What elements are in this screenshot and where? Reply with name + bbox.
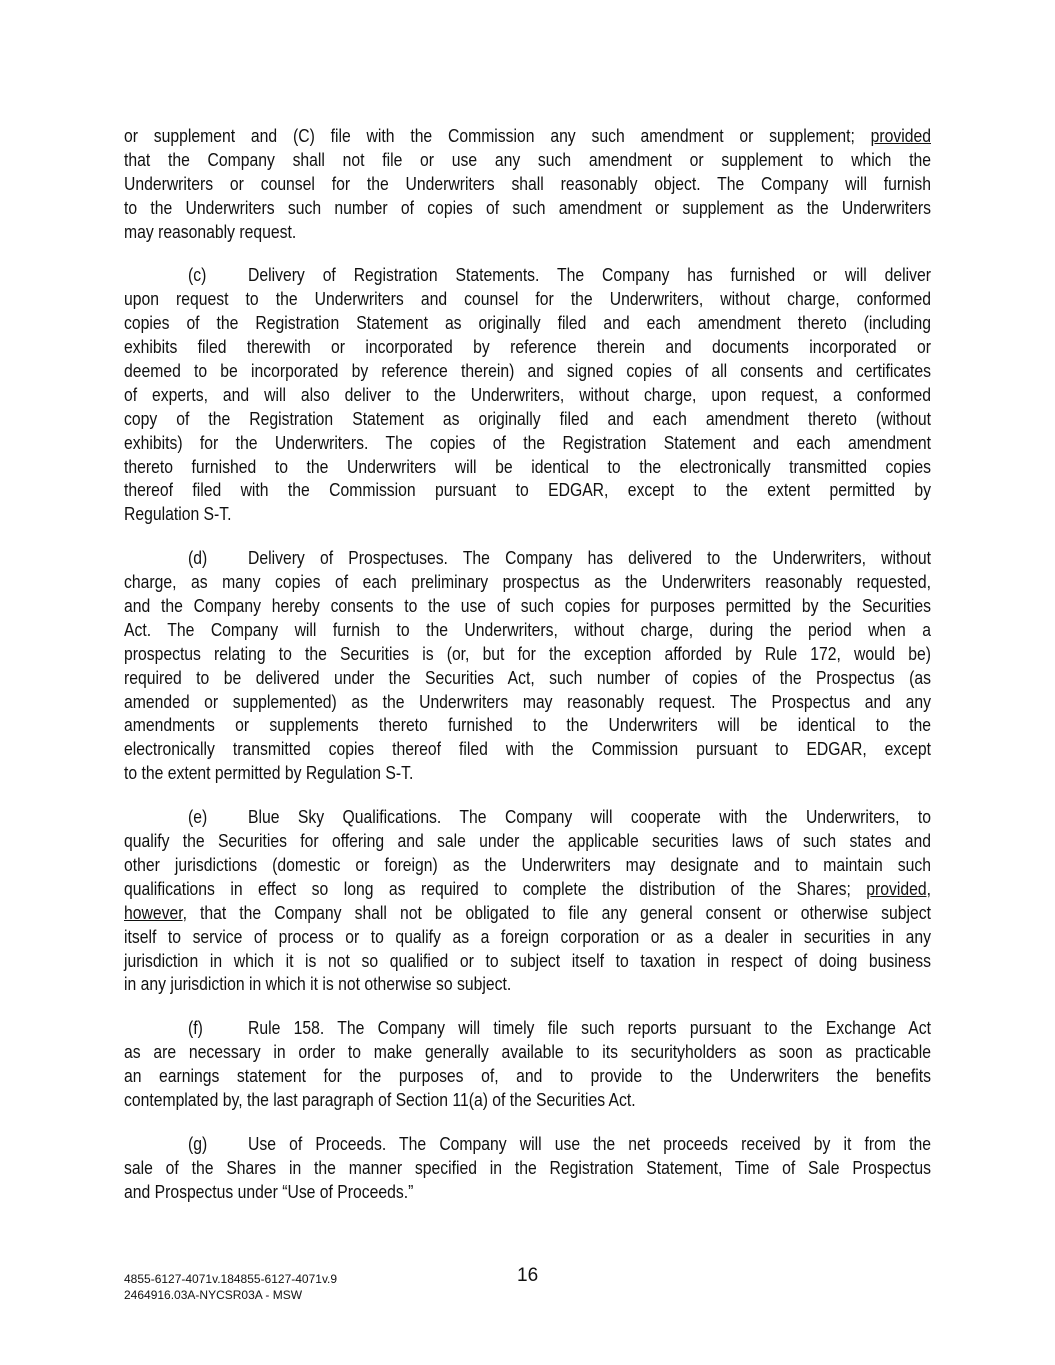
text-segment: Regulation S-T.: [124, 503, 232, 525]
text-segment: or supplement and (C) file with the Commission any such amendment or supplement;: [124, 125, 871, 146]
text-line: [124, 829, 931, 853]
text-segment: may reasonably request.: [124, 220, 297, 242]
underlined-term: however: [124, 901, 183, 923]
text-line: [124, 901, 931, 925]
text-line: [124, 478, 931, 502]
text-line: [124, 761, 931, 785]
text-line: [124, 383, 931, 407]
text-segment: upon request to the Underwriters and counsel for the Underwriters, without charge, conformed: [124, 288, 931, 310]
text-line: [124, 949, 931, 973]
page-number: 16: [517, 1265, 539, 1286]
text-segment: Blue Sky Qualifications. The Company will cooperate with the Underwriters, to: [248, 806, 931, 828]
text-line: [124, 618, 931, 642]
text-segment: Act. The Company will furnish to the Underwriters, without charge, during the period when a: [124, 618, 931, 640]
text-line: [124, 877, 931, 901]
text-line: [124, 124, 931, 148]
text-line: [124, 311, 931, 335]
text-segment: jurisdiction in which it is not so qualified or to subject itself to taxation in respect of doing business: [124, 949, 931, 971]
footer-document-id: [124, 1271, 337, 1303]
text-line: [124, 287, 931, 311]
text-segment: that the Company shall not file or use any such amendment or supplement to which the: [124, 148, 931, 170]
text-segment: Delivery of Prospectuses. The Company has delivered to the Underwriters, without: [248, 547, 931, 569]
text-segment: Delivery of Registration Statements. The Company has furnished or will deliver: [248, 264, 931, 286]
text-line: [124, 502, 931, 526]
text-line: [124, 1088, 931, 1112]
text-segment: to the Underwriters such number of copies of such amendment or supplement as the Underwriters: [124, 196, 931, 218]
underlined-term: provided,: [866, 877, 931, 899]
footer-doc-id-line1: 4855-6127-4071v.184855-6127-4071v.9: [124, 1272, 338, 1286]
paragraph-continued: [124, 124, 931, 243]
text-segment: qualify the Securities for offering and sale under the applicable securities laws of such states and: [124, 830, 931, 852]
text-line: [124, 172, 931, 196]
text-segment: required to be delivered under the Securities Act, such number of copies of the Prospectus (as: [124, 666, 931, 688]
text-line: [124, 263, 931, 287]
text-segment: contemplated by, the last paragraph of Section 11(a) of the Securities Act.: [124, 1088, 636, 1110]
text-line: [124, 1016, 931, 1040]
text-segment: copy of the Registration Statement as originally filed and each amendment thereto (without: [124, 407, 931, 429]
text-line: [124, 546, 931, 570]
section-f: [124, 1016, 931, 1112]
text-segment: amendments or supplements thereto furnished to the Underwriters will be identical to the: [124, 714, 931, 736]
text-segment: exhibits filed therewith or incorporated by reference therein and documents incorporated or: [124, 336, 931, 358]
text-line: [124, 713, 931, 737]
text-line: [124, 1180, 931, 1204]
text-line: [124, 805, 931, 829]
underlined-term: provided: [870, 125, 931, 146]
text-segment: as are necessary in order to make generally available to its securityholders as soon as practicable: [124, 1041, 931, 1063]
text-line: [124, 925, 931, 949]
text-line: [124, 1040, 931, 1064]
text-line: [124, 666, 931, 690]
section-label: (d): [188, 547, 208, 569]
text-line: [124, 1132, 931, 1156]
section-e: [124, 805, 931, 996]
text-segment: Underwriters or counsel for the Underwriters shall reasonably object. The Company will furnish: [124, 172, 931, 194]
text-segment: thereto furnished to the Underwriters will be identical to the electronically transmitted copies: [124, 455, 931, 477]
section-g: [124, 1132, 931, 1204]
text-segment: sale of the Shares in the manner specified in the Registration Statement, Time of Sale Prospectus: [124, 1156, 931, 1178]
text-segment: copies of the Registration Statement as originally filed and each amendment thereto (including: [124, 312, 931, 334]
text-line: [124, 594, 931, 618]
text-line: [124, 359, 931, 383]
text-line: [124, 853, 931, 877]
text-segment: amended or supplemented) as the Underwriters may reasonably request. The Prospectus and any: [124, 690, 931, 712]
text-segment: electronically transmitted copies thereof filed with the Commission pursuant to EDGAR, except: [124, 738, 931, 760]
text-segment: , that the Company shall not be obligated to file any general consent or otherwise subject: [182, 901, 931, 923]
text-line: [124, 737, 931, 761]
text-line: [124, 220, 931, 244]
text-segment: and the Company hereby consents to the use of such copies for purposes permitted by the Securities: [124, 595, 931, 617]
text-line: [124, 972, 931, 996]
text-line: [124, 1156, 931, 1180]
text-line: [124, 335, 931, 359]
text-segment: charge, as many copies of each preliminary prospectus as the Underwriters reasonably requested,: [124, 571, 931, 593]
text-segment: itself to service of process or to qualify as a foreign corporation or as a dealer in securities in any: [124, 925, 931, 947]
section-label: (c): [188, 264, 207, 286]
text-segment: of experts, and will also deliver to the Underwriters, without charge, upon request, a conformed: [124, 383, 931, 405]
section-label: (e): [188, 806, 208, 828]
text-segment: Use of Proceeds. The Company will use the net proceeds received by it from the: [248, 1132, 931, 1154]
text-line: [124, 431, 931, 455]
section-d: [124, 546, 931, 785]
text-segment: qualifications in effect so long as required to complete the distribution of the Shares;: [124, 877, 867, 899]
text-line: [124, 455, 931, 479]
text-line: [124, 407, 931, 431]
section-c: [124, 263, 931, 526]
text-segment: deemed to be incorporated by reference therein) and signed copies of all consents and certificates: [124, 360, 931, 382]
text-line: [124, 570, 931, 594]
text-segment: prospectus relating to the Securities is (or, but for the exception afforded by Rule 172, would be): [124, 642, 931, 664]
section-label: (g): [188, 1132, 208, 1154]
text-segment: in any jurisdiction in which it is not otherwise so subject.: [124, 973, 512, 995]
text-segment: and Prospectus under “Use of Proceeds.”: [124, 1180, 414, 1202]
footer-doc-id-line2: 2464916.03A-NYCSR03A - MSW: [124, 1288, 303, 1302]
text-segment: an earnings statement for the purposes of, and to provide to the Underwriters the benefits: [124, 1065, 931, 1087]
text-segment: other jurisdictions (domestic or foreign) as the Underwriters may designate and to maintain such: [124, 853, 931, 875]
text-line: [124, 196, 931, 220]
text-line: [124, 690, 931, 714]
text-segment: exhibits) for the Underwriters. The copies of the Registration Statement and each amendment: [124, 431, 931, 453]
text-line: [124, 148, 931, 172]
text-line: [124, 1064, 931, 1088]
text-segment: thereof filed with the Commission pursuant to EDGAR, except to the extent permitted by: [124, 479, 931, 501]
text-segment: to the extent permitted by Regulation S-T.: [124, 762, 414, 784]
text-line: [124, 642, 931, 666]
section-label: (f): [188, 1017, 203, 1039]
document-body: [124, 124, 931, 1224]
text-segment: Rule 158. The Company will timely file such reports pursuant to the Exchange Act: [248, 1017, 931, 1039]
